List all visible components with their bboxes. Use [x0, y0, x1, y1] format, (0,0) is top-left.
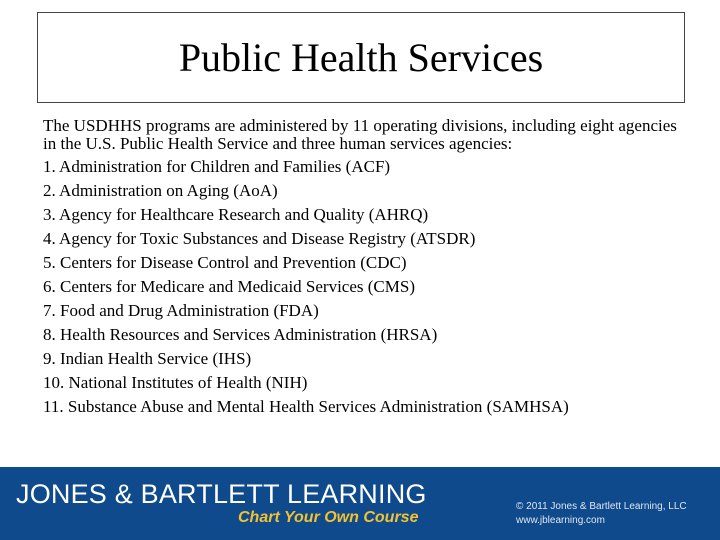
tagline: Chart Your Own Course — [238, 509, 419, 526]
footer-banner — [0, 467, 720, 540]
list-item: 9. Indian Health Service (IHS) — [43, 349, 252, 368]
list-item: 5. Centers for Disease Control and Prevention (CDC) — [43, 253, 407, 272]
list-item: 6. Centers for Medicare and Medicaid Services (CMS) — [43, 277, 415, 296]
list-item: 2. Administration on Aging (AoA) — [43, 181, 278, 200]
slide-title: Public Health Services — [178, 35, 544, 80]
slide-body — [43, 117, 683, 419]
list-item: 3. Agency for Healthcare Research and Quality (AHRQ) — [43, 205, 429, 224]
copyright-text: © 2011 Jones & Bartlett Learning, LLC — [516, 501, 687, 512]
list-item: 7. Food and Drug Administration (FDA) — [43, 301, 319, 320]
publisher-logo: JONES & BARTLETT LEARNING — [16, 479, 427, 509]
list-item: 8. Health Resources and Services Administration (HRSA) — [43, 325, 438, 344]
website-url: www.jblearning.com — [516, 515, 605, 526]
list-item: 11. Substance Abuse and Mental Health Services Administration (SAMHSA) — [43, 397, 569, 416]
list-item: 10. National Institutes of Health (NIH) — [43, 373, 308, 392]
title-box — [37, 12, 685, 103]
intro-text: The USDHHS programs are administered by 11 operating divisions, including eight agencies in the U.S. Public Health Service and three human services agencies: — [43, 116, 677, 153]
list-item: 4. Agency for Toxic Substances and Disease Registry (ATSDR) — [43, 229, 476, 248]
copyright — [516, 500, 687, 528]
list-item: 1. Administration for Children and Families (ACF) — [43, 157, 391, 176]
